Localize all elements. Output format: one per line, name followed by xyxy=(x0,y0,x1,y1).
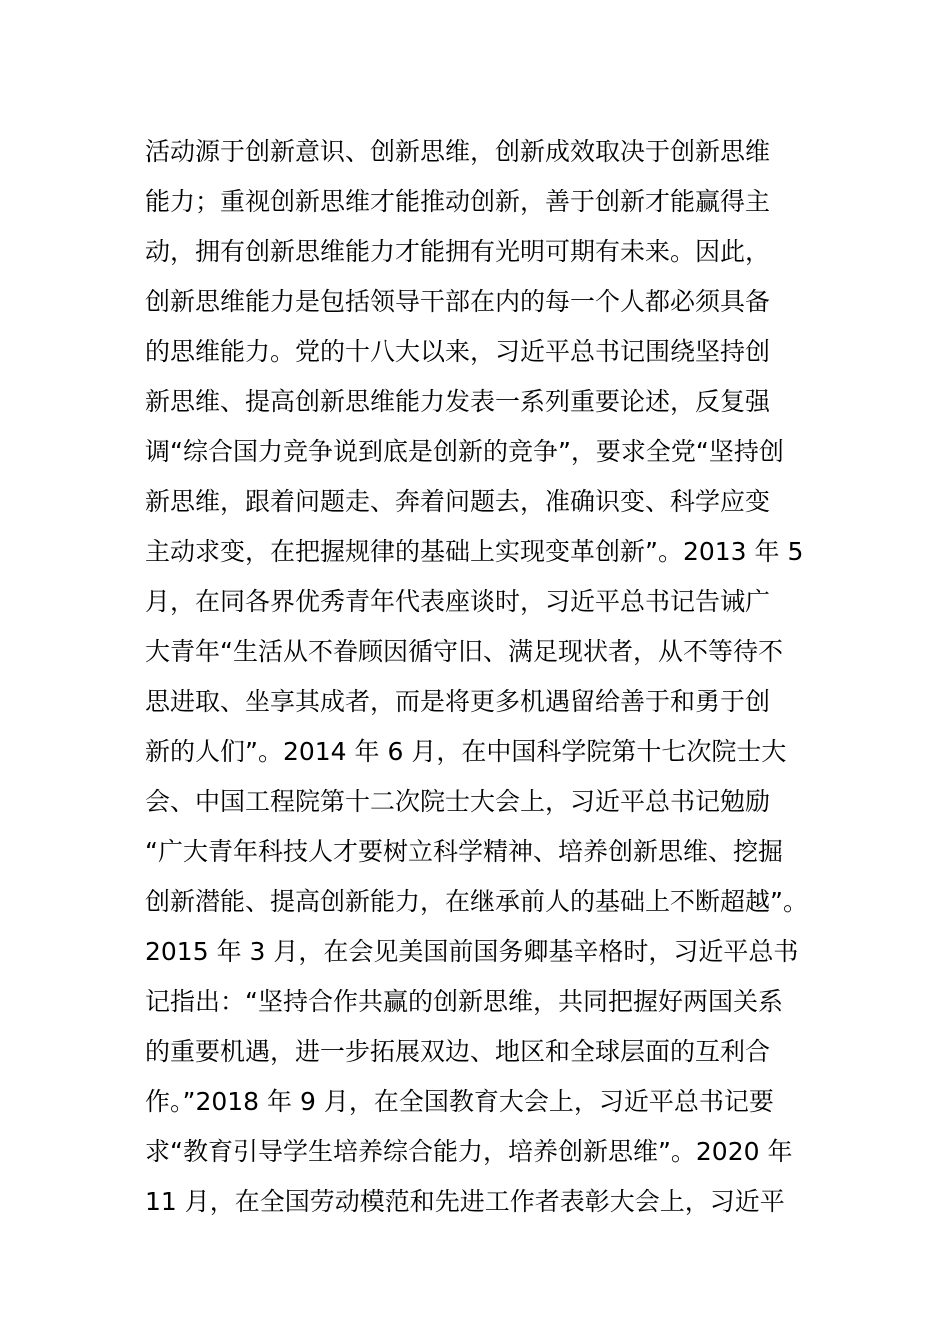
body-paragraph xyxy=(145,127,845,1227)
text-line: 创新思维能力是包括领导干部在内的每一个人都必须具备 xyxy=(145,287,771,316)
text-line: 的重要机遇，进一步拓展双边、地区和全球层面的互利合 xyxy=(145,1037,771,1066)
text-line: 记指出：“坚持合作共赢的创新思维，共同把握好两国关系 xyxy=(145,987,783,1016)
text-line: 作。”2018 年 9 月，在全国教育大会上，习近平总书记要 xyxy=(145,1087,774,1116)
text-line: “广大青年科技人才要树立科学精神、培养创新思维、挖掘 xyxy=(145,837,783,866)
text-line: 调“综合国力竞争说到底是创新的竞争”，要求全党“坚持创 xyxy=(145,437,784,466)
text-line: 月，在同各界优秀青年代表座谈时，习近平总书记告诫广 xyxy=(145,587,771,616)
text-line: 能力；重视创新思维才能推动创新，善于创新才能赢得主 xyxy=(145,187,771,216)
text-line: 求“教育引导学生培养综合能力，培养创新思维”。2020 年 xyxy=(145,1137,793,1166)
text-line: 新思维，跟着问题走、奔着问题去，准确识变、科学应变 xyxy=(145,487,771,516)
text-line: 主动求变，在把握规律的基础上实现变革创新”。2013 年 5 xyxy=(145,537,804,566)
text-line: 11 月，在全国劳动模范和先进工作者表彰大会上，习近平 xyxy=(145,1187,785,1216)
text-line: 新的人们”。2014 年 6 月，在中国科学院第十七次院士大 xyxy=(145,737,787,766)
text-line: 活动源于创新意识、创新思维，创新成效取决于创新思维 xyxy=(145,137,771,166)
text-line: 2015 年 3 月，在会见美国前国务卿基辛格时，习近平总书 xyxy=(145,937,799,966)
text-line: 思进取、坐享其成者，而是将更多机遇留给善于和勇于创 xyxy=(145,687,771,716)
text-line: 大青年“生活从不眷顾因循守旧、满足现状者，从不等待不 xyxy=(145,637,783,666)
text-line: 创新潜能、提高创新能力，在继承前人的基础上不断超越”。 xyxy=(145,887,808,916)
text-line: 的思维能力。党的十八大以来，习近平总书记围绕坚持创 xyxy=(145,337,771,366)
text-line: 动，拥有创新思维能力才能拥有光明可期有未来。因此， xyxy=(145,237,771,266)
text-line: 会、中国工程院第十二次院士大会上，习近平总书记勉励 xyxy=(145,787,771,816)
text-line: 新思维、提高创新思维能力发表一系列重要论述，反复强 xyxy=(145,387,771,416)
